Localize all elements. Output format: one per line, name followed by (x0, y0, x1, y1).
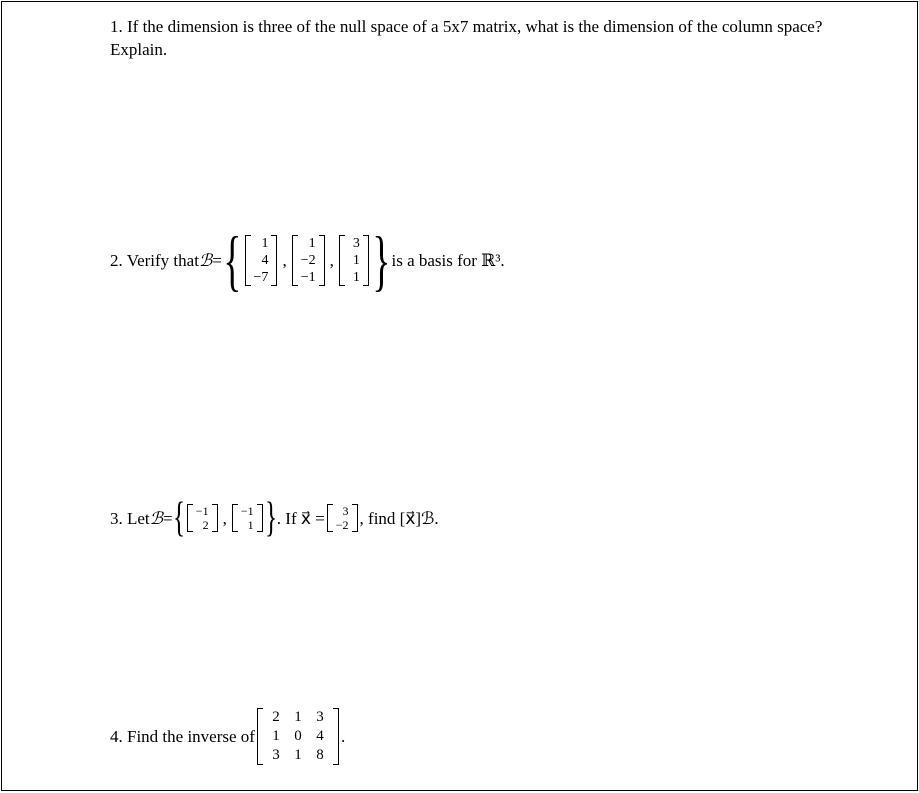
left-brace: { (172, 495, 185, 541)
matrix-entry: 1 (294, 709, 302, 725)
matrix-entry: 3 (272, 747, 280, 763)
left-brace: { (223, 222, 242, 298)
vector-entry: 1 (261, 235, 269, 251)
vector-entry: 3 (342, 504, 349, 518)
question-1 (110, 15, 830, 61)
matrix-3x3 (257, 708, 339, 765)
question-3-prefix: 3. Let (110, 508, 150, 528)
vector-3 (339, 235, 369, 286)
basis-symbol: ℬ (198, 250, 213, 270)
vector-entry: 1 (352, 252, 360, 268)
matrix-entry: 1 (272, 728, 280, 744)
matrix-entry: 0 (294, 728, 302, 744)
vector-entry: 2 (202, 518, 209, 532)
right-brace: } (264, 495, 277, 541)
worksheet-page (1, 1, 918, 791)
question-3-middle: . If x⃗ = (276, 508, 325, 528)
question-4 (110, 708, 345, 765)
vector-entry: −2 (300, 252, 316, 268)
vector-entry: −2 (335, 518, 349, 532)
vector-2 (292, 235, 325, 286)
matrix-entry: 1 (294, 747, 302, 763)
comma: , (222, 508, 227, 528)
equals-sign: = (212, 250, 222, 270)
vector-entry: −1 (240, 504, 254, 518)
matrix-entry: 2 (272, 709, 280, 725)
question-2-suffix: is a basis for ℝ³. (391, 250, 505, 270)
x-vector (327, 504, 358, 532)
comma: , (329, 250, 334, 270)
vector-entry: −1 (300, 269, 316, 285)
basis-symbol: ℬ (149, 508, 164, 528)
equals-sign: = (163, 508, 173, 528)
question-3 (110, 497, 439, 539)
vector-entry: 4 (261, 252, 269, 268)
vector-entry: −1 (195, 504, 209, 518)
matrix-entry: 3 (316, 709, 324, 725)
vector-entry: 3 (352, 235, 360, 251)
basis-vector-2 (232, 504, 263, 532)
question-2-prefix: 2. Verify that (110, 250, 199, 270)
question-4-suffix: . (340, 727, 346, 746)
vector-entry: 1 (352, 269, 360, 285)
vector-entry: 1 (308, 235, 316, 251)
vector-1 (245, 235, 278, 286)
right-brace: } (372, 222, 391, 298)
matrix-entry: 8 (316, 747, 324, 763)
comma: , (282, 250, 287, 270)
question-3-suffix: , find [x⃗]ℬ. (359, 508, 439, 528)
question-4-prefix: 4. Find the inverse of (110, 727, 255, 746)
question-2 (110, 222, 505, 298)
question-1-text: 1. If the dimension is three of the null space of a 5x7 matrix, what is the dimension of the column space? Explain. (110, 17, 823, 59)
vector-entry: −7 (253, 269, 269, 285)
vector-entry: 1 (247, 518, 254, 532)
matrix-entry: 4 (316, 728, 324, 744)
basis-vector-1 (187, 504, 218, 532)
